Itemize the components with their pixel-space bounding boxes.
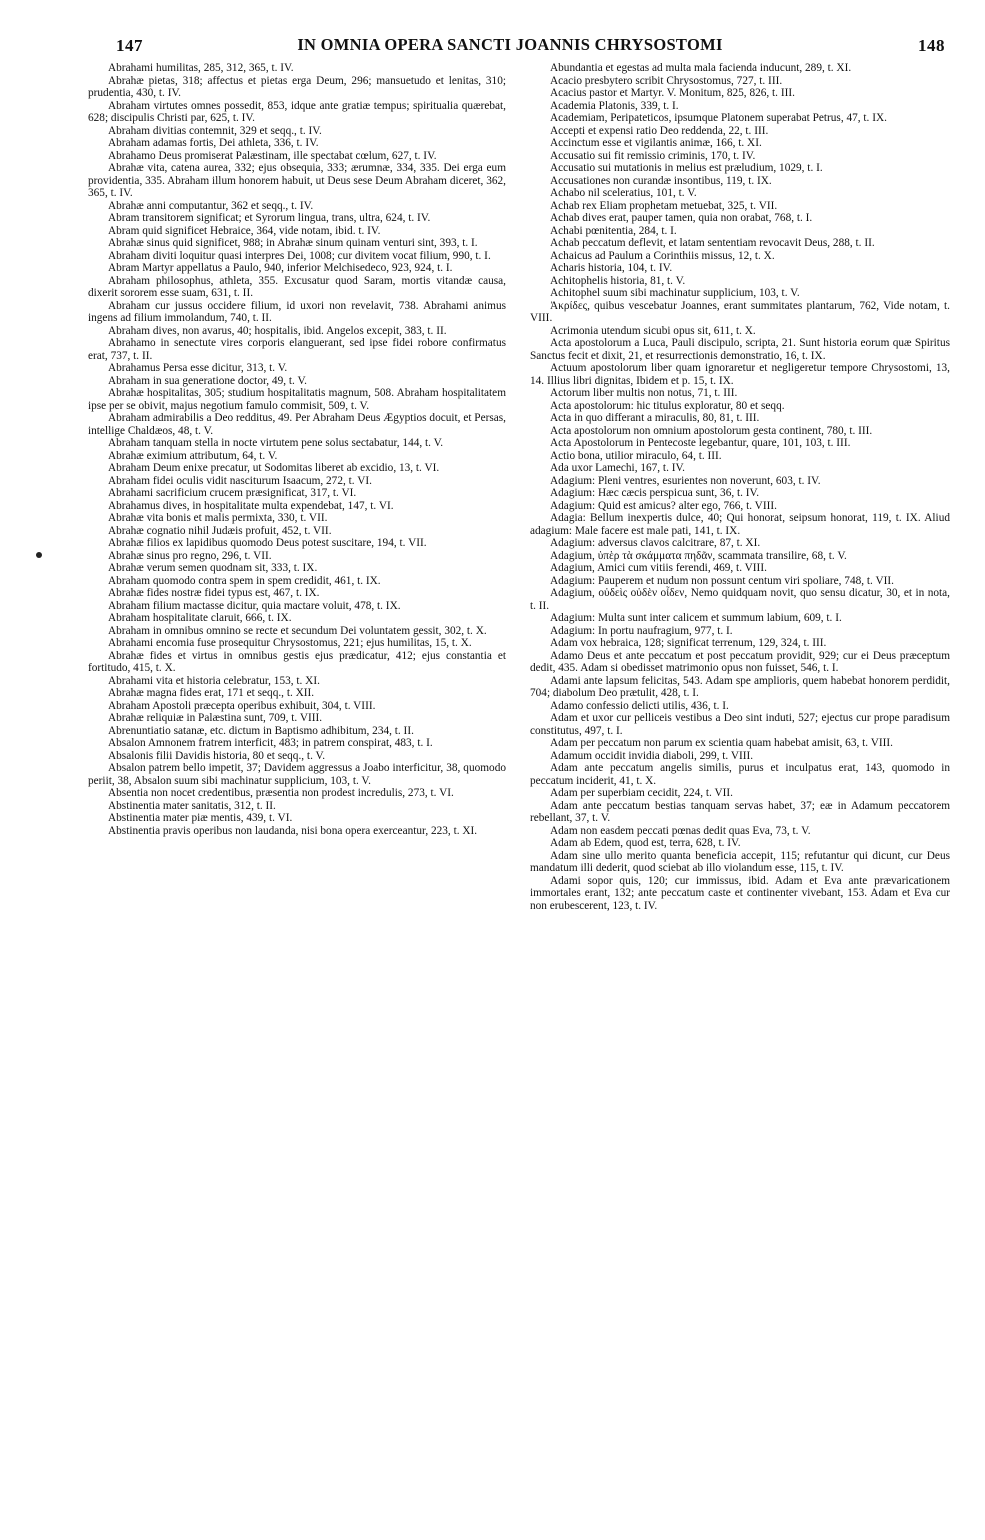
index-entry: Acta in quo differant a miraculis, 80, 81, t. III. xyxy=(550,412,760,424)
index-entry: Acrimonia utendum sicubi opus sit, 611, t. X. xyxy=(550,324,756,337)
index-entry: Abraham in sua generatione doctor, 49, t. V. xyxy=(108,374,307,387)
index-entry: Abrahæ magna fides erat, 171 et seqq., t. XII. xyxy=(108,687,315,699)
index-entry: Achitophel suum sibi machinatur supplicium, 103, t. V. xyxy=(550,287,800,299)
right-index-column xyxy=(530,62,950,1532)
index-entry: Abraham hospitalitate claruit, 666, t. IX. xyxy=(108,612,292,624)
index-entry: Adagium: Pauperem et nudum non possunt centum viri spoliare, 748, t. VII. xyxy=(550,574,894,587)
index-entry: Adam non easdem peccati pœnas dedit quas Eva, 73, t. V. xyxy=(550,824,811,837)
index-entry: Abraham quomodo contra spem in spem credidit, 461, t. IX. xyxy=(108,574,381,587)
index-entry: Abrahamus Persa esse dicitur, 313, t. V. xyxy=(108,362,288,374)
index-entry: Adagia: Bellum inexpertis dulce, 40; Qui honorat, seipsum honorat, 119, t. IX. Aliud adagium: Male facere est male pati, 141, t. IX. xyxy=(530,512,950,537)
index-entry: Abrahami humilitas, 285, 312, 365, t. IV. xyxy=(108,62,294,74)
index-entry: Adagium: Hæc cæcis perspicua sunt, 36, t. IV. xyxy=(550,487,760,499)
index-entry: Accinctum esse et vigilantis animæ, 166, t. XI. xyxy=(550,137,762,149)
index-entry: Accusationes non curandæ insontibus, 119, t. IX. xyxy=(550,174,772,187)
index-entry: Adamo confessio delicti utilis, 436, t. I. xyxy=(550,699,729,712)
index-entry: Abrahæ cognatio nihil Judæis profuit, 452, t. VII. xyxy=(108,524,332,537)
index-entry: Abraham philosophus, athleta, 355. Excusatur quod Saram, mortis vitandæ causa, dixerit sororem esse suam, 631, t. II. xyxy=(88,274,506,299)
index-entry: Adagium: Multa sunt inter calicem et summum labium, 609, t. I. xyxy=(550,612,842,624)
index-entry: Abraham in omnibus omnino se recte et secundum Dei voluntatem gessit, 302, t. X. xyxy=(108,624,487,637)
index-entry: Acharis historia, 104, t. IV. xyxy=(550,262,673,274)
index-entry: Abrahæ anni computantur, 362 et seqq., t. IV. xyxy=(108,199,314,212)
index-entry: Adagium, οὐδεὶς οὐδὲν οἶδεν, Nemo quidquam novit, quo sensu dicatur, 30, et in nota, t. II. xyxy=(530,587,950,612)
index-entry: Adam ab Edem, quod est, terra, 628, t. IV. xyxy=(550,837,741,849)
index-entry: Abraham diviti loquitur quasi interpres Dei, 1008; cur divitem vocat filium, 990, t. I. xyxy=(108,249,491,262)
index-entry: Adagium: adversus clavos calcitrare, 87, t. XI. xyxy=(550,537,761,549)
index-entry: Abraham cur jussus occidere filium, id uxori non revelavit, 738. Abrahami animus ingens ad filium immolandum, 740, t. II. xyxy=(88,299,506,324)
index-entry: Achitophelis historia, 81, t. V. xyxy=(550,274,686,287)
index-entry: Abrahæ hospitalitas, 305; studium hospitalitatis magnum, 508. Abraham hospitalitatem ipse per se obivit, majus negotium famulo commisit, 509, t. V. xyxy=(88,387,506,412)
index-entry: Abraham Apostoli præcepta operibus exhibuit, 304, t. VIII. xyxy=(108,699,376,712)
index-entry: Absalon patrem bello impetit, 37; Davidem aggressus a Joabo interficitur, 38, quomodo periit, 38, Absalon suum sibi machinatur supplicium, 103, t. V. xyxy=(88,762,506,787)
index-entry: Ada uxor Lamechi, 167, t. IV. xyxy=(550,462,686,474)
index-entry: Achab rex Eliam prophetam metuebat, 325, t. VII. xyxy=(550,199,778,212)
index-entry: Abraham admirabilis a Deo redditus, 49. Per Abraham Deus Ægyptios docuit, et Persas, intellige Chaldæos, 48, t. V. xyxy=(88,412,506,437)
index-entry: Abstinentia pravis operibus non laudanda, nisi bona opera exerceantur, 223, t. XI. xyxy=(108,824,478,837)
index-entry: Abraham filium mactasse dicitur, quia mactare voluit, 478, t. IX. xyxy=(108,599,401,612)
index-entry: Adami ante lapsum felicitas, 543. Adam spe amplioris, quem habebat honorem perdidit, 704; diabolum Deo prætulit, 428, t. I. xyxy=(530,674,950,699)
index-entry: Abraham divitias contemnit, 329 et seqq., t. IV. xyxy=(108,124,322,137)
index-entry: Academia Platonis, 339, t. I. xyxy=(550,99,679,112)
index-entry: Abrahæ sinus quid significet, 988; in Abrahæ sinum quinam venturi sint, 393, t. I. xyxy=(108,237,478,249)
index-entry: Abraham fidei oculis vidit nasciturum Isaacum, 272, t. VI. xyxy=(108,474,372,487)
index-entry: Abrahamo Deus promiserat Palæstinam, ille spectabat cœlum, 627, t. IV. xyxy=(108,149,437,162)
index-entry: Acta apostolorum non omnium apostolorum gesta continent, 780, t. III. xyxy=(550,424,873,437)
index-entry: Abrahamus dives, in hospitalitate multa expendebat, 147, t. VI. xyxy=(108,499,394,512)
index-entry: Abraham adamas fortis, Dei athleta, 336, t. IV. xyxy=(108,137,319,149)
index-entry: Achabi pœnitentia, 284, t. I. xyxy=(550,224,677,237)
index-entry: Abrenuntiatio satanæ, etc. dictum in Baptismo adhibitum, 234, t. II. xyxy=(108,724,414,737)
index-entry: Abrahami sacrificium crucem præsignificat, 317, t. VI. xyxy=(108,487,357,499)
index-entry: Adamo Deus et ante peccatum et post peccatum providit, 929; cur ei Deus præceptum dedit, 435. Adam si obedisset matrimonio opus non fuisset, 546, t. I. xyxy=(530,649,950,674)
index-entry: Acta apostolorum: hic titulus exploratur, 80 et seqq. xyxy=(550,399,785,412)
page-header xyxy=(0,0,985,55)
index-entry: Adagium, ὑπὲρ τὰ σκάμματα πηδᾶν, scammata transilire, 68, t. V. xyxy=(550,549,847,562)
index-entry: Adami sopor quis, 120; cur immissus, ibid. Adam et Eva ante prævaricationem immortales erant, 132; ante peccatum caste et continenter vivebant, 153. Adam et Eva cur non erubescerent, 123, t. IV. xyxy=(530,874,950,912)
index-entry: Absentia non nocet credentibus, præsentia non prodest incredulis, 273, t. VI. xyxy=(108,787,454,799)
index-entry: Adagium: In portu naufragium, 977, t. I. xyxy=(550,624,733,637)
index-entry: Abrahæ vita bonis et malis permixta, 330, t. VII. xyxy=(108,512,328,524)
index-entry: Abstinentia mater piæ mentis, 439, t. VI. xyxy=(108,812,293,824)
index-entry: Abrahami encomia fuse prosequitur Chrysostomus, 221; ejus humilitas, 15, t. X. xyxy=(108,637,472,649)
page-number-left: 147 xyxy=(116,36,143,55)
index-entry: Abrahæ filios ex lapidibus quomodo Deus potest suscitare, 194, t. VII. xyxy=(108,537,427,549)
index-entry: Actorum liber multis non notus, 71, t. III. xyxy=(550,387,738,399)
index-entry: Abrahami vita et historia celebratur, 153, t. XI. xyxy=(108,674,320,687)
index-entry: Adam sine ullo merito quanta beneficia accepit, 115; refutantur qui dicunt, cur Deus mandatum illi dederit, quod sciebat ab illo violandum esse, 115, t. IV. xyxy=(530,849,950,874)
index-entry: Abundantia et egestas ad multa mala facienda inducunt, 289, t. XI. xyxy=(550,62,852,74)
index-entry: Abrahæ reliquiæ in Palæstina sunt, 709, t. VIII. xyxy=(108,712,323,724)
left-index-column xyxy=(88,62,506,1532)
index-entry: Accusatio sui mutationis in melius est præludium, 1029, t. I. xyxy=(550,162,823,174)
index-entry: Adagium, Amici cum vitiis ferendi, 469, t. VIII. xyxy=(550,562,767,574)
index-entry: Abraham virtutes omnes possedit, 853, idque ante gratiæ tempus; spiritualia quærebat, 628; discipulis Christi par, 625, t. IV. xyxy=(88,99,506,124)
index-entry: Acta apostolorum a Luca, Pauli discipulo, scripta, 21. Sunt historia eorum quæ Spiritus Sanctus fecit et dixit, 21, et resurrectionis demonstratio, 16, t. IX. xyxy=(530,337,950,362)
index-entry: Achaicus ad Paulum a Corinthiis missus, 12, t. X. xyxy=(550,249,775,262)
index-entry: Adam ante peccatum angelis similis, purus et inculpatus erat, 143, quomodo in peccatum inciderit, 41, t. X. xyxy=(530,762,950,787)
index-entry: Abrahæ fides et virtus in omnibus gestis ejus prædicatur, 412; ejus constantia et fortitudo, 415, t. X. xyxy=(88,649,506,674)
index-entry: Adam per peccatum non parum ex scientia quam habebat amisit, 63, t. VIII. xyxy=(550,737,893,749)
margin-bullet-mark xyxy=(36,552,42,558)
index-entry: Abrahæ pietas, 318; affectus et pietas erga Deum, 296; mansuetudo et lenitas, 310; prudentia, 430, t. IV. xyxy=(88,74,506,99)
index-entry: Adam ante peccatum bestias tanquam servas habet, 37; eæ in Adamum peccatorem rebellant, 37, t. V. xyxy=(530,799,950,824)
page-number-right: 148 xyxy=(918,36,945,55)
running-title: IN OMNIA OPERA SANCTI JOANNIS CHRYSOSTOMI xyxy=(297,35,723,54)
index-entry: Actuum apostolorum liber quam ignoraretur et negligeretur tempore Chrysostomi, 13, 14. Illius libri dignitas, Ibidem et p. 15, t. IX. xyxy=(530,362,950,387)
index-entry: Actio bona, utilior miraculo, 64, t. III. xyxy=(550,449,722,462)
index-entry: Abrahamo in senectute vires corporis elanguerant, sed ipse fidei robore confirmatus erat, 737, t. II. xyxy=(88,337,506,362)
index-entry: Abram transitorem significat; et Syrorum lingua, trans, ultra, 624, t. IV. xyxy=(108,212,431,224)
index-entry: Abraham dives, non avarus, 40; hospitalis, ibid. Angelos excepit, 383, t. II. xyxy=(108,324,447,337)
index-entry: Ἀκρίδες, quibus vescebatur Joannes, erant summitates plantarum, 762, Vide notam, t. VIII. xyxy=(530,299,950,324)
index-entry: Abram quid significet Hebraice, 364, vide notam, ibid. t. IV. xyxy=(108,224,381,237)
index-entry: Abraham tanquam stella in nocte virtutem pene solus sectabatur, 144, t. V. xyxy=(108,437,444,449)
index-entry: Absalon Amnonem fratrem interficit, 483; in patrem conspirat, 483, t. I. xyxy=(108,737,433,749)
index-entry: Abram Martyr appellatus a Paulo, 940, inferior Melchisedeco, 923, 924, t. I. xyxy=(108,262,453,274)
index-entry: Acta Apostolorum in Pentecoste legebantur, quare, 101, 103, t. III. xyxy=(550,437,851,449)
index-entry: Abrahæ sinus pro regno, 296, t. VII. xyxy=(108,549,272,562)
index-entry: Achab peccatum deflevit, et latam sententiam revocavit Deus, 288, t. II. xyxy=(550,237,875,249)
index-entry: Accusatio sui fit remissio criminis, 170, t. IV. xyxy=(550,149,756,162)
index-entry: Achab dives erat, pauper tamen, quia non orabat, 768, t. I. xyxy=(550,212,813,224)
index-entry: Accepti et expensi ratio Deo reddenda, 22, t. III. xyxy=(550,124,769,137)
index-entry: Achabo nil sceleratius, 101, t. V. xyxy=(550,187,697,199)
index-entry: Abrahæ verum semen quodnam sit, 333, t. IX. xyxy=(108,562,318,574)
index-entry: Adagium: Pleni ventres, esurientes non noverunt, 603, t. IV. xyxy=(550,474,821,487)
index-entry: Adamum occidit invidia diaboli, 299, t. VIII. xyxy=(550,749,754,762)
index-entry: Adam et uxor cur pelliceis vestibus a Deo sint induti, 527; ejectus cur prope paradisum constitutus, 497, t. I. xyxy=(530,712,950,737)
index-entry: Adam per superbiam cecidit, 224, t. VII. xyxy=(550,787,734,799)
index-entry: Abstinentia mater sanitatis, 312, t. II. xyxy=(108,799,276,812)
index-entry: Acacius pastor et Martyr. V. Monitum, 825, 826, t. III. xyxy=(550,87,795,99)
index-entry: Adam vox hebraica, 128; significat terrenum, 129, 324, t. III. xyxy=(550,637,827,649)
index-entry: Acacio presbytero scribit Chrysostomus, 727, t. III. xyxy=(550,74,783,87)
index-entry: Abrahæ eximium attributum, 64, t. V. xyxy=(108,449,278,462)
index-entry: Adagium: Quid est amicus? alter ego, 766, t. VIII. xyxy=(550,499,777,512)
index-entry: Abrahæ fides nostræ fidei typus est, 467, t. IX. xyxy=(108,587,320,599)
index-entry: Absalonis filii Davidis historia, 80 et seqq., t. V. xyxy=(108,749,326,762)
index-entry: Academiam, Peripateticos, ipsumque Platonem superabat Petrus, 47, t. IX. xyxy=(550,112,887,124)
index-entry: Abraham Deum enixe precatur, ut Sodomitas liberet ab excidio, 13, t. VI. xyxy=(108,462,440,474)
index-entry: Abrahæ vita, catena aurea, 332; ejus obsequia, 333; ærumnæ, 334, 335. Dei erga eum providentia, 335. Abraham illum honorem habuit, ut Deus sese Deum Abraham diceret, 362, 365, t. IV. xyxy=(88,162,506,199)
